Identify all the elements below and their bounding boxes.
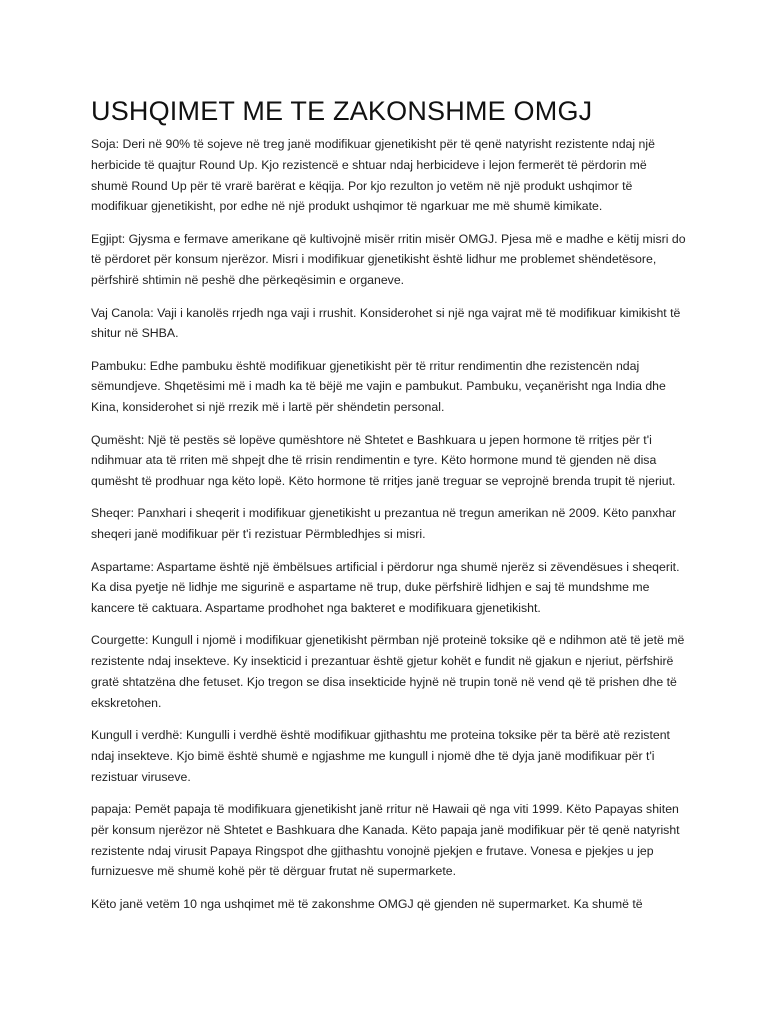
paragraph-soja: Soja: Deri në 90% të sojeve në treg janë modifikuar gjenetikisht për të qenë natyrisht rezistente ndaj një herbicide të quajtur Round Up. Kjo rezistencë e shtuar ndaj herbicideve i lejon fermerët të përdorin më shumë Round Up për të vrarë barërat e këqija. Por kjo rezulton jo vetëm në një produkt ushqimor të modifikuar gjenetikisht, por edhe në një produkt ushqimor të ngarkuar me më shumë kimikate. <box>91 137 655 214</box>
paragraph-kungull-i-verdhe: Kungull i verdhë: Kungulli i verdhë është modifikuar gjithashtu me proteina toksike për ta bërë atë rezistent ndaj insekteve. Kjo bimë është shumë e ngjashme me kungull i njomë dhe të dyja janë modifikuar për t'i rezistuar viruseve. <box>91 728 670 784</box>
paragraph-papaja: papaja: Pemët papaja të modifikuara gjenetikisht janë rritur në Hawaii që nga viti 1999. Këto Papayas shiten për konsum njerëzor në Shtetet e Bashkuara dhe Kanada. Këto papaja janë modifikuar për të qenë natyrisht rezistente ndaj virusit Papaya Ringspot dhe gjithashtu vonojnë pjekjen e frutave. Vonesa e pjekjes u jep furnizuesve më shumë kohë për të dërguar frutat në supermarkete. <box>91 802 680 879</box>
paragraph-qumesht: Qumësht: Një të pestës së lopëve qumështore në Shtetet e Bashkuara u jepen hormone të rritjes për t'i ndihmuar ata të rriten më shpejt dhe të rrisin rendimentin e tyre. Këto hormone mund të gjenden në disa qumësht të prodhuar nga këto lopë. Këto hormone të rritjes janë treguar se veprojnë brenda trupit të njeriut. <box>91 432 676 489</box>
document-page <box>91 94 687 926</box>
paragraph-sheqer: Sheqer: Panxhari i sheqerit i modifikuar gjenetikisht u prezantua në tregun amerikan në 2009. Këto panxhar sheqeri janë modifikuar për t'i rezistuar Përmbledhjes si misri. <box>91 506 677 542</box>
paragraph-pambuku: Pambuku: Edhe pambuku është modifikuar gjenetikisht për të rritur rendimentin dhe rezistencën ndaj sëmundjeve. Shqetësimi më i madh ka të bëjë me vajin e pambukut. Pambuku, veçanërisht nga India dhe Kina, konsiderohet si një rrezik më i lartë për shëndetin personal. <box>91 358 666 415</box>
paragraph-vaj-canola: Vaj Canola: Vaji i kanolës rrjedh nga vaji i rrushit. Konsiderohet si një nga vajrat më të modifikuar kimikisht të shitur në SHBA. <box>91 305 681 341</box>
paragraph-courgette: Courgette: Kungull i njomë i modifikuar gjenetikisht përmban një proteinë toksike që e ndihmon atë të jetë më rezistente ndaj insekteve. Ky insekticid i prezantuar është gjetur kohët e fundit në gjakun e njeriut, përfshirë gratë shtatzëna dhe fetuset. Kjo tregon se disa insekticide hyjnë në trupin tonë në vend që të prishen dhe të ekskretohen. <box>91 633 685 710</box>
paragraph-egjipt: Egjipt: Gjysma e fermave amerikane që kultivojnë misër rritin misër OMGJ. Pjesa më e madhe e këtij misri do të përdoret për konsum njerëzor. Misri i modifikuar gjenetikisht është lidhur me problemet shëndetësore, përfshirë shtimin në peshë dhe përkeqësimin e organeve. <box>91 231 686 288</box>
paragraph-closing: Këto janë vetëm 10 nga ushqimet më të zakonshme OMGJ që gjenden në supermarket. Ka shumë të <box>91 896 643 911</box>
paragraph-aspartame: Aspartame: Aspartame është një ëmbëlsues artificial i përdorur nga shumë njerëz si zëvendësues i sheqerit. Ka disa pyetje në lidhje me sigurinë e aspartame në trup, duke përfshirë lidhjen e saj të mundshme me kancere të caktuara. Aspartame prodhohet nga bakteret e modifikuara gjenetikisht. <box>91 559 680 616</box>
document-title: USHQIMET ME TE ZAKONSHME OMGJ <box>91 96 593 126</box>
